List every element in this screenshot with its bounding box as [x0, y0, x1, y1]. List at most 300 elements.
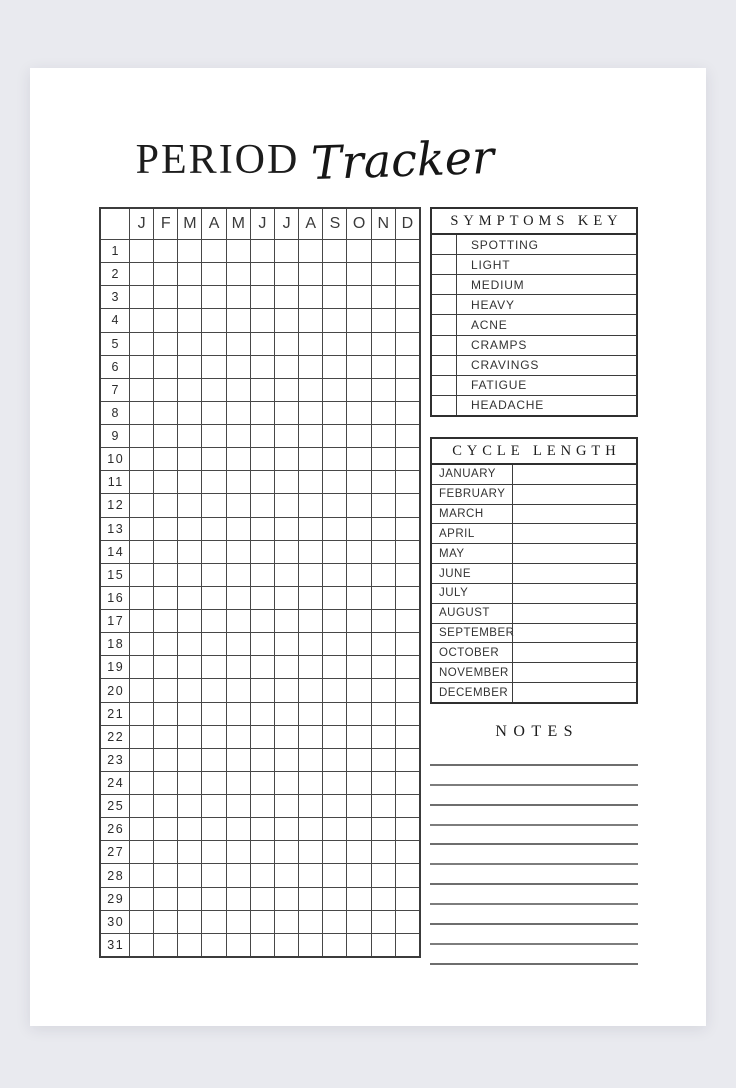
cycle-month-label: SEPTEMBER: [432, 624, 513, 643]
grid-cell: [250, 702, 274, 725]
grid-cell: [177, 632, 201, 655]
cycle-month-label: APRIL: [432, 524, 513, 543]
day-number: 11: [101, 470, 129, 493]
grid-cell: [201, 239, 225, 262]
grid-cell: [201, 771, 225, 794]
grid-cell: [201, 332, 225, 355]
grid-cell: [177, 424, 201, 447]
grid-cell: [322, 332, 346, 355]
grid-cell: [129, 378, 153, 401]
cycle-length-box: [430, 437, 638, 704]
grid-cell: [371, 355, 395, 378]
cycle-month-label: DECEMBER: [432, 683, 513, 702]
grid-cell: [153, 702, 177, 725]
grid-cell: [153, 725, 177, 748]
grid-cell: [129, 401, 153, 424]
grid-cell: [371, 239, 395, 262]
grid-cell: [395, 725, 419, 748]
symptom-swatch-cell: [432, 255, 457, 274]
grid-cell: [298, 447, 322, 470]
grid-cell: [274, 493, 298, 516]
grid-cell: [201, 887, 225, 910]
symptom-swatch-cell: [432, 396, 457, 415]
symptoms-key-box: [430, 207, 638, 417]
grid-cell: [322, 794, 346, 817]
grid-cell: [371, 262, 395, 285]
grid-cell: [226, 332, 250, 355]
grid-cell: [395, 239, 419, 262]
symptom-swatch-cell: [432, 275, 457, 294]
day-number: 28: [101, 863, 129, 886]
grid-cell: [298, 817, 322, 840]
grid-cell: [153, 540, 177, 563]
month-initial-header: D: [395, 209, 419, 239]
grid-cell: [177, 332, 201, 355]
grid-cell: [153, 933, 177, 956]
day-number: 18: [101, 632, 129, 655]
month-initial-header: M: [226, 209, 250, 239]
grid-cell: [129, 863, 153, 886]
grid-cell: [177, 586, 201, 609]
grid-cell: [201, 586, 225, 609]
grid-cell: [346, 285, 370, 308]
grid-cell: [371, 771, 395, 794]
symptom-swatch-cell: [432, 235, 457, 254]
grid-cell: [371, 794, 395, 817]
grid-cell: [226, 424, 250, 447]
grid-cell: [201, 678, 225, 701]
grid-cell: [177, 933, 201, 956]
grid-cell: [129, 910, 153, 933]
symptom-label: LIGHT: [471, 257, 511, 272]
grid-cell: [226, 447, 250, 470]
symptom-label: CRAMPS: [471, 338, 528, 353]
cycle-row: [432, 504, 636, 524]
grid-cell: [201, 910, 225, 933]
grid-cell: [153, 239, 177, 262]
grid-cell: [201, 517, 225, 540]
note-line: [430, 845, 638, 865]
grid-cell: [201, 863, 225, 886]
grid-cell: [322, 887, 346, 910]
cycle-month-label: NOVEMBER: [432, 663, 513, 682]
symptoms-key-title: SYMPTOMS KEY: [432, 209, 636, 235]
grid-cell: [250, 470, 274, 493]
day-number: 1: [101, 239, 129, 262]
grid-cell: [129, 493, 153, 516]
grid-cell: [298, 308, 322, 331]
grid-cell: [177, 817, 201, 840]
grid-cell: [371, 910, 395, 933]
grid-cell: [274, 285, 298, 308]
grid-cell: [274, 933, 298, 956]
grid-cell: [346, 239, 370, 262]
grid-cell: [346, 378, 370, 401]
grid-cell: [177, 794, 201, 817]
grid-cell: [371, 332, 395, 355]
grid-cell: [129, 609, 153, 632]
grid-cell: [177, 308, 201, 331]
grid-cell: [346, 308, 370, 331]
grid-cell: [177, 355, 201, 378]
grid-cell: [274, 748, 298, 771]
grid-cell: [129, 586, 153, 609]
grid-cell: [250, 493, 274, 516]
grid-cell: [226, 678, 250, 701]
grid-cell: [298, 863, 322, 886]
symptom-label: SPOTTING: [471, 237, 539, 252]
grid-cell: [346, 609, 370, 632]
day-number: 14: [101, 540, 129, 563]
cycle-value-cell: [513, 564, 636, 583]
grid-cell: [129, 355, 153, 378]
day-number: 27: [101, 840, 129, 863]
grid-cell: [346, 910, 370, 933]
grid-cell: [346, 748, 370, 771]
cycle-value-cell: [513, 643, 636, 662]
grid-cell: [274, 355, 298, 378]
day-number: 30: [101, 910, 129, 933]
grid-cell: [274, 378, 298, 401]
grid-cell: [153, 447, 177, 470]
note-line: [430, 826, 638, 846]
grid-cell: [298, 910, 322, 933]
grid-cell: [177, 493, 201, 516]
cycle-value-cell: [513, 524, 636, 543]
grid-cell: [346, 401, 370, 424]
grid-cell: [346, 887, 370, 910]
grid-cell: [298, 725, 322, 748]
grid-cell: [201, 540, 225, 563]
grid-cell: [371, 933, 395, 956]
grid-cell: [346, 725, 370, 748]
grid-cell: [177, 563, 201, 586]
cycle-value-cell: [513, 604, 636, 623]
grid-cell: [298, 632, 322, 655]
grid-cell: [177, 725, 201, 748]
grid-cell: [371, 586, 395, 609]
page-title: [120, 118, 510, 202]
grid-cell: [395, 401, 419, 424]
grid-cell: [322, 933, 346, 956]
grid-cell: [177, 470, 201, 493]
grid-cell: [153, 470, 177, 493]
grid-cell: [177, 910, 201, 933]
day-number: 22: [101, 725, 129, 748]
grid-cell: [274, 863, 298, 886]
grid-cell: [153, 563, 177, 586]
grid-cell: [371, 840, 395, 863]
grid-cell: [153, 401, 177, 424]
grid-cell: [250, 447, 274, 470]
grid-cell: [226, 794, 250, 817]
grid-cell: [250, 725, 274, 748]
grid-cell: [298, 401, 322, 424]
symptoms-key-rows: [432, 235, 636, 415]
grid-cell: [153, 748, 177, 771]
grid-cell: [226, 563, 250, 586]
grid-cell: [274, 540, 298, 563]
day-number: 9: [101, 424, 129, 447]
grid-cell: [274, 239, 298, 262]
grid-cell: [250, 678, 274, 701]
planner-page: [30, 68, 706, 1026]
symptom-row: [432, 395, 636, 415]
month-initial-header: S: [322, 209, 346, 239]
grid-cell: [201, 817, 225, 840]
day-number: 8: [101, 401, 129, 424]
cycle-row: [432, 484, 636, 504]
grid-cell: [129, 262, 153, 285]
grid-cell: [371, 424, 395, 447]
day-number: 20: [101, 678, 129, 701]
cycle-value-cell: [513, 663, 636, 682]
grid-cell: [177, 540, 201, 563]
note-line: [430, 925, 638, 945]
grid-cell: [153, 609, 177, 632]
grid-cell: [346, 817, 370, 840]
grid-cell: [346, 493, 370, 516]
cycle-value-cell: [513, 624, 636, 643]
symptom-swatch-cell: [432, 376, 457, 395]
month-initial-header: A: [201, 209, 225, 239]
symptom-label: MEDIUM: [471, 277, 525, 292]
day-number: 7: [101, 378, 129, 401]
grid-cell: [226, 840, 250, 863]
grid-cell: [395, 586, 419, 609]
grid-cell: [129, 933, 153, 956]
cycle-month-label: JULY: [432, 584, 513, 603]
grid-cell: [371, 863, 395, 886]
grid-cell: [250, 262, 274, 285]
grid-cell: [177, 609, 201, 632]
grid-cell: [274, 470, 298, 493]
grid-cell: [129, 632, 153, 655]
grid-cell: [395, 887, 419, 910]
grid-cell: [250, 424, 274, 447]
grid-cell: [322, 771, 346, 794]
cycle-value-cell: [513, 465, 636, 484]
grid-cell: [250, 655, 274, 678]
grid-cell: [322, 840, 346, 863]
grid-cell: [226, 540, 250, 563]
grid-cell: [371, 378, 395, 401]
grid-cell: [201, 632, 225, 655]
grid-cell: [322, 378, 346, 401]
grid-cell: [346, 563, 370, 586]
symptom-row: [432, 294, 636, 314]
grid-cell: [129, 424, 153, 447]
symptom-label: FATIGUE: [471, 378, 528, 393]
grid-cell: [322, 493, 346, 516]
month-initial-header: A: [298, 209, 322, 239]
grid-cell: [274, 887, 298, 910]
day-number: 15: [101, 563, 129, 586]
grid-cell: [129, 517, 153, 540]
day-number: 16: [101, 586, 129, 609]
grid-cell: [201, 308, 225, 331]
grid-cell: [298, 609, 322, 632]
grid-cell: [346, 470, 370, 493]
grid-cell: [153, 378, 177, 401]
cycle-value-cell: [513, 683, 636, 702]
grid-cell: [201, 748, 225, 771]
grid-cell: [226, 817, 250, 840]
grid-cell: [153, 678, 177, 701]
grid-cell: [226, 725, 250, 748]
grid-cell: [250, 401, 274, 424]
grid-cell: [395, 794, 419, 817]
grid-cell: [274, 262, 298, 285]
grid-cell: [322, 540, 346, 563]
grid-cell: [153, 771, 177, 794]
symptom-row: [432, 355, 636, 375]
grid-cell: [177, 285, 201, 308]
day-number: 4: [101, 308, 129, 331]
day-number: 31: [101, 933, 129, 956]
cycle-month-label: AUGUST: [432, 604, 513, 623]
grid-cell: [371, 655, 395, 678]
grid-cell: [371, 285, 395, 308]
page-title-script: Tracker: [310, 129, 496, 191]
grid-cell: [274, 332, 298, 355]
grid-cell: [226, 517, 250, 540]
grid-cell: [298, 285, 322, 308]
notes-section: [430, 723, 638, 965]
cycle-row: [432, 523, 636, 543]
grid-cell: [129, 725, 153, 748]
grid-cell: [298, 840, 322, 863]
grid-cell: [250, 285, 274, 308]
grid-cell: [226, 470, 250, 493]
grid-cell: [201, 725, 225, 748]
grid-cell: [395, 609, 419, 632]
grid-cell: [153, 332, 177, 355]
grid-cell: [177, 239, 201, 262]
grid-cell: [395, 424, 419, 447]
grid-cell: [298, 262, 322, 285]
grid-cell: [395, 285, 419, 308]
symptom-swatch-cell: [432, 356, 457, 375]
grid-cell: [226, 285, 250, 308]
grid-cell: [250, 540, 274, 563]
grid-cell: [226, 771, 250, 794]
grid-cell: [322, 563, 346, 586]
note-line: [430, 865, 638, 885]
cycle-month-label: FEBRUARY: [432, 485, 513, 504]
month-initial-header: F: [153, 209, 177, 239]
grid-cell: [153, 840, 177, 863]
cycle-value-cell: [513, 485, 636, 504]
grid-cell: [322, 401, 346, 424]
grid-cell: [153, 586, 177, 609]
symptom-label: CRAVINGS: [471, 358, 540, 373]
grid-cell: [274, 517, 298, 540]
grid-cell: [322, 678, 346, 701]
symptom-row: [432, 254, 636, 274]
month-initial-header: M: [177, 209, 201, 239]
cycle-row: [432, 583, 636, 603]
grid-cell: [153, 655, 177, 678]
grid-cell: [226, 702, 250, 725]
grid-cell: [322, 609, 346, 632]
month-initial-header: J: [250, 209, 274, 239]
grid-cell: [298, 702, 322, 725]
grid-cell: [274, 447, 298, 470]
grid-cell: [322, 748, 346, 771]
day-number: 24: [101, 771, 129, 794]
grid-cell: [395, 910, 419, 933]
grid-cell: [298, 332, 322, 355]
grid-cell: [177, 771, 201, 794]
notes-lines: [430, 746, 638, 965]
grid-cell: [322, 725, 346, 748]
grid-cell: [395, 771, 419, 794]
grid-cell: [322, 355, 346, 378]
grid-cell: [201, 401, 225, 424]
grid-cell: [177, 840, 201, 863]
grid-cell: [346, 517, 370, 540]
grid-cell: [346, 586, 370, 609]
grid-cell: [177, 863, 201, 886]
grid-cell: [371, 308, 395, 331]
cycle-value-cell: [513, 505, 636, 524]
day-number: 17: [101, 609, 129, 632]
note-line: [430, 766, 638, 786]
grid-cell: [250, 378, 274, 401]
grid-cell: [129, 540, 153, 563]
grid-cell: [346, 540, 370, 563]
grid-cell: [153, 517, 177, 540]
grid-cell: [153, 308, 177, 331]
grid-cell: [129, 887, 153, 910]
grid-cell: [395, 517, 419, 540]
grid-cell: [226, 863, 250, 886]
grid-cell: [177, 748, 201, 771]
symptom-row: [432, 335, 636, 355]
month-initial-header: J: [274, 209, 298, 239]
grid-cell: [371, 887, 395, 910]
grid-cell: [129, 470, 153, 493]
grid-cell: [322, 262, 346, 285]
grid-cell: [395, 355, 419, 378]
grid-cell: [395, 308, 419, 331]
grid-cell: [153, 632, 177, 655]
grid-cell: [226, 933, 250, 956]
day-number: 23: [101, 748, 129, 771]
grid-cell: [129, 239, 153, 262]
month-initial-header: N: [371, 209, 395, 239]
grid-cell: [129, 817, 153, 840]
cycle-row: [432, 543, 636, 563]
grid-cell: [201, 655, 225, 678]
grid-cell: [177, 702, 201, 725]
grid-cell: [250, 817, 274, 840]
symptom-swatch-cell: [432, 336, 457, 355]
grid-cell: [177, 401, 201, 424]
day-number: 19: [101, 655, 129, 678]
notes-title: NOTES: [495, 723, 579, 740]
grid-cell: [177, 262, 201, 285]
grid-cell: [274, 586, 298, 609]
grid-cell: [395, 840, 419, 863]
grid-cell: [371, 493, 395, 516]
grid-cell: [395, 540, 419, 563]
grid-cell: [346, 332, 370, 355]
grid-cell: [226, 887, 250, 910]
grid-cell: [129, 285, 153, 308]
grid-cell: [226, 401, 250, 424]
